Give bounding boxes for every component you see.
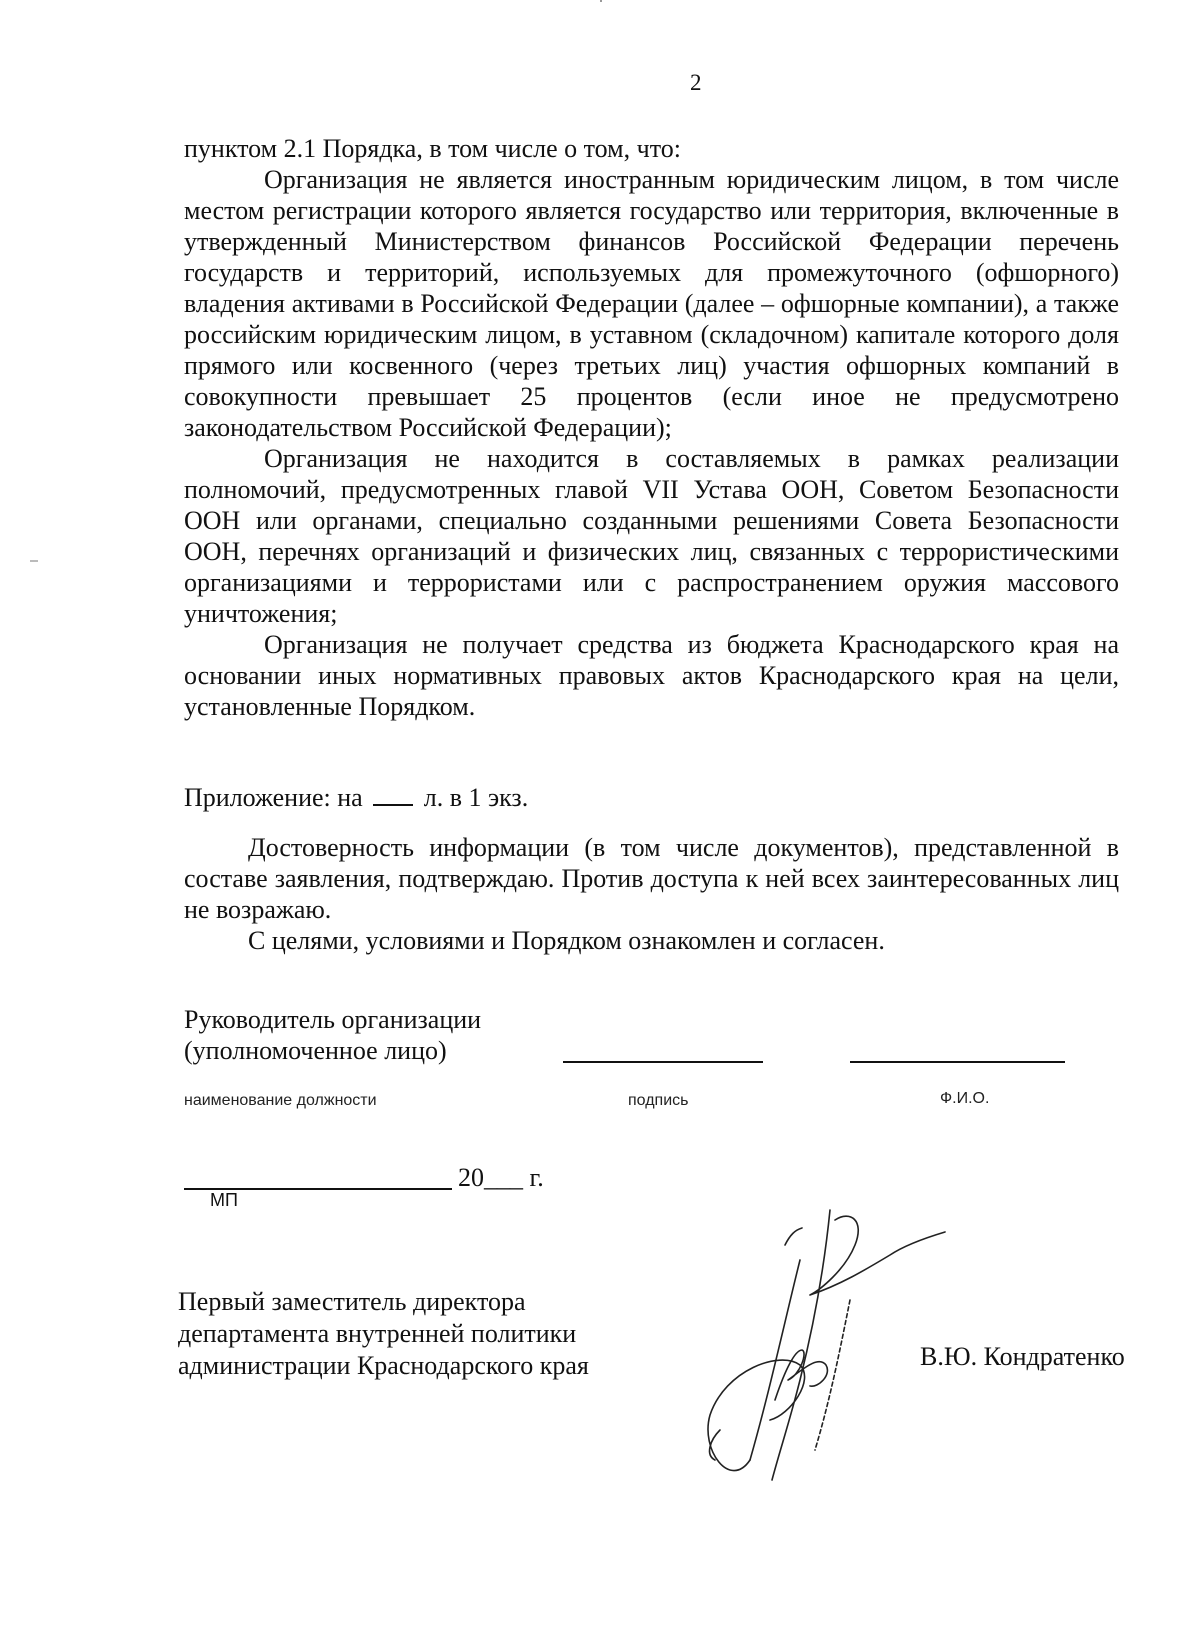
- caption-signature: подпись: [628, 1092, 689, 1109]
- name-line: [850, 1061, 1065, 1063]
- paragraph: Организация не получает средства из бюджета Краснодарского края на основании иных нормативных правовых актов Краснодарского края на цели, установленные Порядком.: [184, 630, 1119, 721]
- signer-title-line1: Первый заместитель директора: [178, 1287, 526, 1316]
- attachment-blank: [373, 784, 413, 806]
- scan-artifact: [600, 0, 602, 2]
- head-role: [184, 1004, 481, 1066]
- caption-name: Ф.И.О.: [940, 1090, 990, 1107]
- scan-artifact: [30, 560, 38, 562]
- attachment-line: [184, 782, 528, 813]
- paragraph: Организация не является иностранным юридическим лицом, в том числе местом регистрации которого является государство или территория, включенные в утвержденный Министерством финансов Российской Федерации перечень государств и территорий, используемых для промежуточного (офшорного) владения активами в Российской Федерации (далее – офшорные компании), а также российским юридическим лицом, в уставном (складочном) капитале которого доля прямого или косвенного (через третьих лиц) участия офшорных компаний в совокупности превышает 25 процентов (если иное не предусмотрено законодательством Российской Федерации);: [184, 165, 1119, 442]
- confirmation-paragraph: Достоверность информации (в том числе документов), представленной в составе заявления, подтверждаю. Против доступа к ней всех заинтересованных лиц не возражаю.: [184, 833, 1119, 924]
- page-number: 2: [690, 70, 702, 95]
- paragraph: пунктом 2.1 Порядка, в том числе о том, что:: [184, 134, 681, 163]
- body-text: [184, 133, 1119, 722]
- attachment-suffix: л. в 1 экз.: [423, 783, 529, 812]
- paragraph: Организация не находится в составляемых в рамках реализации полномочий, предусмотренных главой VII Устава ООН, Советом Безопасности ООН или органами, специально созданными решениями Совета Безопасности ООН, перечнях организаций и физических лиц, связанных с террористическими организациями и террористами или с распространением оружия массового уничтожения;: [184, 444, 1119, 628]
- confirmation-paragraph: С целями, условиями и Порядком ознакомлен и согласен.: [248, 926, 885, 955]
- head-role-line2: (уполномоченное лицо): [184, 1036, 447, 1065]
- signature-line: [563, 1061, 763, 1063]
- date-year: 20___ г.: [458, 1163, 544, 1192]
- caption-position: наименование должности: [184, 1092, 377, 1109]
- head-role-line1: Руководитель организации: [184, 1005, 482, 1034]
- signer-title-line2: департамента внутренней политики: [178, 1319, 577, 1348]
- stamp-place: МП: [210, 1190, 238, 1210]
- confirmation-block: [184, 832, 1119, 956]
- attachment-prefix: Приложение: на: [184, 783, 363, 812]
- signer-title-line3: администрации Краснодарского края: [178, 1351, 589, 1380]
- signer-name: В.Ю. Кондратенко: [920, 1342, 1125, 1371]
- signer-title: [178, 1286, 589, 1382]
